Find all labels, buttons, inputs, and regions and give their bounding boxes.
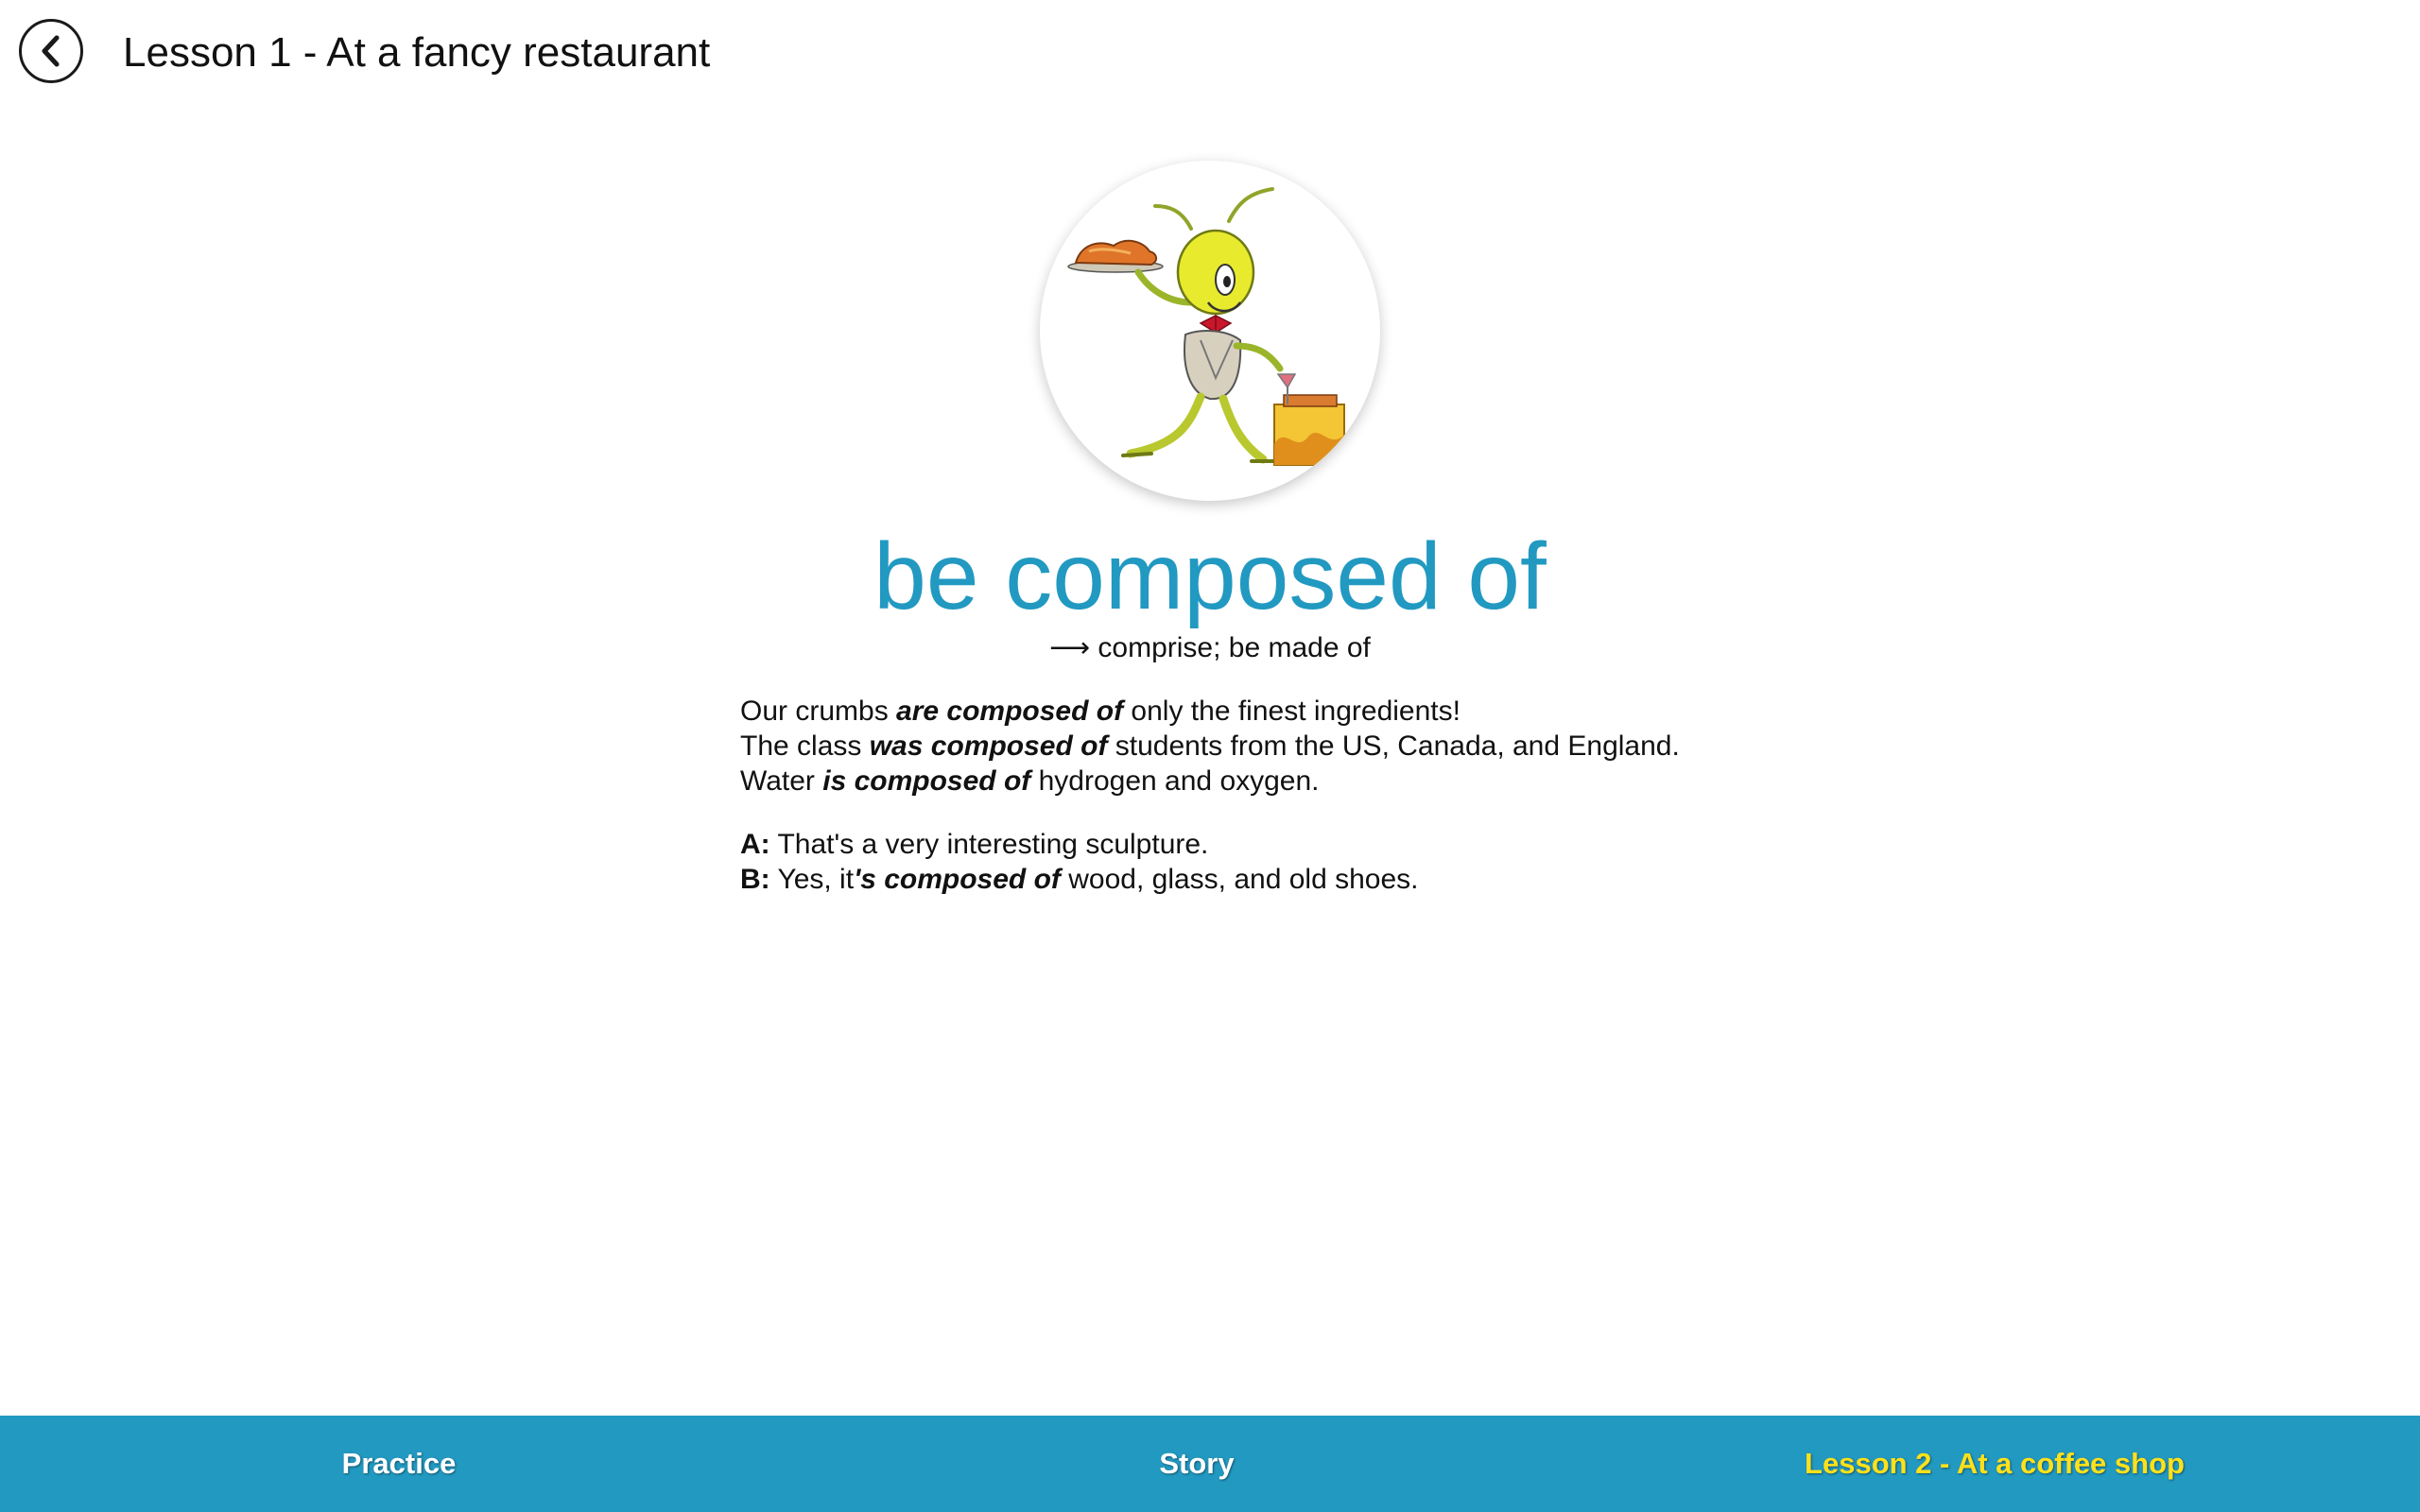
dialogue-line: A: That's a very interesting sculpture. [740, 829, 1209, 860]
vocabulary-word: be composed of [873, 524, 1547, 629]
speaker-label: B: [740, 864, 770, 895]
header [0, 0, 2420, 106]
highlighted-phrase: 's composed of [854, 864, 1061, 895]
speaker-label: A: [740, 829, 770, 860]
example-sentences [740, 694, 1969, 897]
word-definition: ⟶ comprise; be made of [1049, 632, 1371, 663]
example-sentence: Water is composed of hydrogen and oxygen. [740, 765, 1320, 797]
chevron-left-icon [37, 34, 65, 68]
story-button[interactable]: Story [1159, 1447, 1235, 1480]
ant-waiter-illustration [1040, 161, 1380, 501]
example-sentence: The class was composed of students from the US, Canada, and England. [740, 730, 1680, 762]
highlighted-phrase: was composed of [869, 730, 1108, 762]
next-lesson-button[interactable]: Lesson 2 - At a coffee shop [1805, 1447, 2185, 1480]
highlighted-phrase: is composed of [822, 765, 1031, 797]
back-button[interactable] [19, 19, 83, 83]
dialogue-line: B: Yes, it's composed of wood, glass, and old shoes. [740, 864, 1419, 895]
practice-button[interactable]: Practice [341, 1447, 457, 1480]
highlighted-phrase: are composed of [896, 696, 1124, 727]
example-sentence: Our crumbs are composed of only the finest ingredients! [740, 696, 1461, 727]
bottom-nav [0, 1416, 2420, 1512]
lesson-title: Lesson 1 - At a fancy restaurant [123, 29, 711, 76]
